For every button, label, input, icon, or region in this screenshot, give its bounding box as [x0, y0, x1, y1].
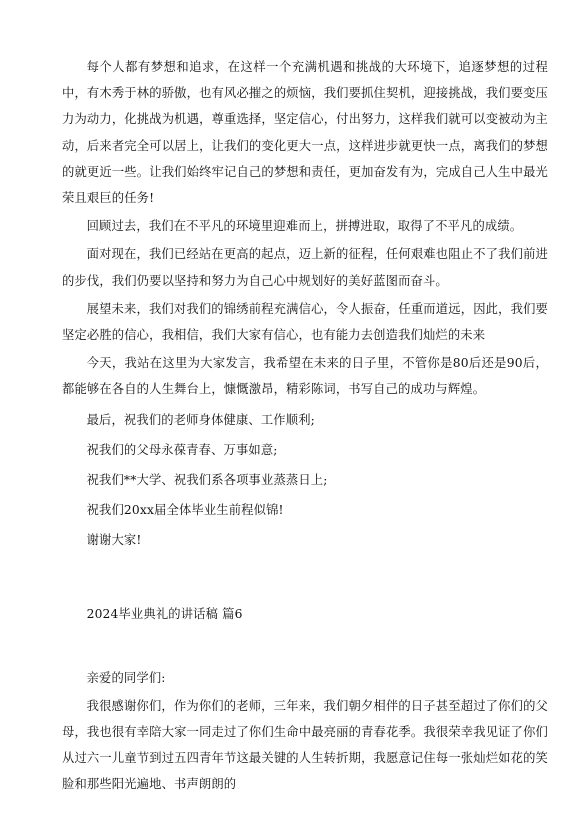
document-body: [62, 54, 548, 798]
paragraph-thanks-teacher: 我很感谢你们，作为你们的老师，三年来，我们朝夕相伴的日子甚至超过了你们的父母，我也很有幸陪大家一同走过了你们生命中最亮丽的青春花季。我很荣幸我见证了你们从过六一儿童节到过五四青年节这最关键的人生转折期，我愿意记住每一张灿烂如花的笑脸和那些阳光遍地、书声朗朗的: [62, 698, 548, 792]
wish-line-teachers: 最后，祝我们的老师身体健康、工作顺利;: [86, 412, 315, 427]
greeting-line: 亲爱的同学们:: [86, 670, 166, 685]
section-title: 2024毕业典礼的讲话稿 篇6: [86, 606, 243, 621]
paragraph-past: 回顾过去，我们在不平凡的环境里迎难而上，拼搏进取，取得了不平凡的成绩。: [86, 219, 523, 234]
closing-thanks: 谢谢大家!: [86, 533, 142, 548]
paragraph-present: 面对现在，我们已经站在更高的起点，迈上新的征程，任何艰难也阻止不了我们前进的步伐，我们仍要以坚持和努力为自己心中规划好的美好蓝图而奋斗。: [62, 247, 548, 288]
wish-line-parents: 祝我们的父母永葆青春、万事如意;: [86, 442, 278, 457]
paragraph-dreams: 每个人都有梦想和追求，在这样一个充满机遇和挑战的大环境下，追逐梦想的过程中，有木秀于林的骄傲，也有风必摧之的烦恼，我们要抓住契机，迎接挑战，我们要变压力为动力，化挑战为机遇，尊重选择，坚定信心，付出努力，这样我们就可以变被动为主动，后来者完全可以居上，让我们的变化更大一点，这样进步就更快一点，离我们的梦想的就更近一些。让我们始终牢记自己的梦想和责任，更加奋发有为，完成自己人生中最光荣且艰巨的任务!: [62, 60, 548, 206]
paragraph-future: 展望未来，我们对我们的锦绣前程充满信心，令人振奋，任重而道远，因此，我们要坚定必胜的信心，我相信，我们大家有信心，也有能力去创造我们灿烂的未来: [62, 301, 548, 343]
paragraph-today: 今天，我站在这里为大家发言，我希望在未来的日子里，不管你是80后还是90后，都能够在各自的人生舞台上，慷慨激昂，精彩陈词，书写自己的成功与辉煌。: [62, 356, 548, 397]
wish-line-university: 祝我们**大学、祝我们系各项事业蒸蒸日上;: [86, 473, 328, 488]
wish-line-graduates: 祝我们20xx届全体毕业生前程似锦!: [86, 503, 284, 518]
